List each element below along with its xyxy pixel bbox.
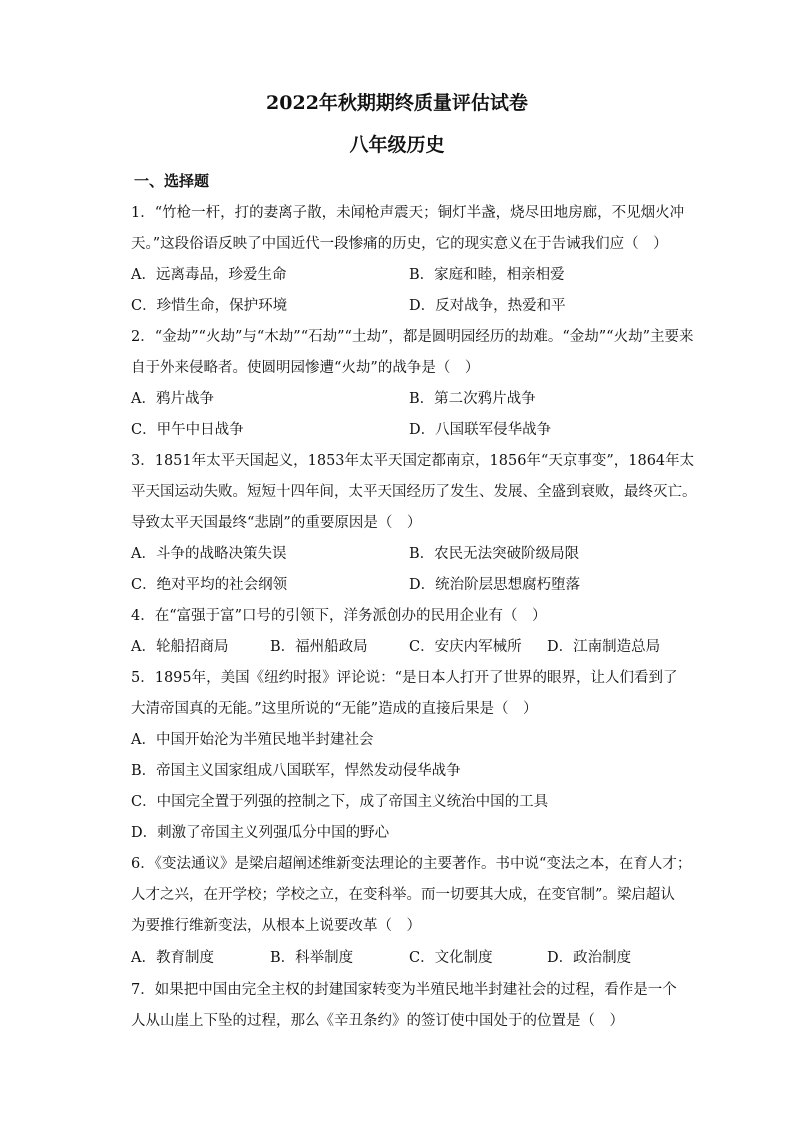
question-6-option-c: C．文化制度 [409, 950, 493, 966]
question-4-option-d: D．江南制造总局 [547, 639, 661, 655]
question-6-line-3: 为要推行维新变法，从根本上说要改革（ ） [131, 918, 421, 934]
question-1-option-d: D．反对战争，热爱和平 [409, 298, 566, 314]
question-4-option-b: B．福州船政局 [270, 639, 368, 655]
section-heading: 一、选择题 [134, 172, 210, 190]
question-6-option-d: D．政治制度 [547, 950, 632, 966]
question-6-line-2: 人才之兴，在开学校；学校之立，在变科举。而一切要其大成，在变官制”。梁启超认 [131, 887, 675, 903]
question-5-option-a: A．中国开始沦为半殖民地半封建社会 [131, 732, 374, 748]
question-4-line-1: 4．在“富强于富”口号的引领下，洋务派创办的民用企业有（ ） [131, 608, 547, 624]
question-5-option-d: D．刺激了帝国主义列强瓜分中国的野心 [131, 825, 390, 841]
question-3-option-a: A．斗争的战略决策失误 [131, 546, 287, 562]
question-2-line-1: 2．“金劫”“火劫”与“木劫”“石劫”“土劫”，都是圆明园经历的劫难。“金劫”“火劫”主要来 [131, 329, 694, 345]
question-7-line-1: 7．如果把中国由完全主权的封建国家转变为半殖民地半封建社会的过程，看作是一个 [131, 982, 677, 998]
question-5-line-1: 5．1895年，美国《纽约时报》评论说：“是日本人打开了世界的眼界，让人们看到了 [131, 670, 678, 686]
question-1-option-c: C．珍惜生命，保护环境 [131, 298, 288, 314]
question-6-option-a: A．教育制度 [131, 950, 214, 966]
exam-title: 2022年秋期期终质量评估试卷 [266, 92, 528, 114]
question-7-line-2: 人从山崖上下坠的过程，那么《辛丑条约》的签订使中国处于的位置是（ ） [131, 1013, 624, 1029]
question-5-line-2: 大清帝国真的无能。”这里所说的“无能”造成的直接后果是（ ） [131, 701, 538, 717]
question-2-option-a: A．鸦片战争 [131, 391, 214, 407]
exam-subtitle: 八年级历史 [349, 134, 445, 156]
question-4-option-c: C．安庆内军械所 [409, 639, 522, 655]
question-2-option-b: B．第二次鸦片战争 [409, 391, 536, 407]
question-1-line-1: 1．“竹枪一杆，打的妻离子散，未闻枪声震天；铜灯半盏，烧尽田地房廊，不见烟火冲 [131, 205, 685, 221]
question-2-line-2: 自于外来侵略者。使圆明园惨遭“火劫”的战争是（ ） [131, 360, 480, 376]
question-3-line-1: 3．1851年太平天国起义，1853年太平天国定都南京，1856年“天京事变”，1864年太 [131, 453, 695, 469]
question-3-option-d: D．统治阶层思想腐朽堕落 [409, 577, 581, 593]
question-6-option-b: B．科举制度 [270, 950, 354, 966]
question-5-option-c: C．中国完全置于列强的控制之下，成了帝国主义统治中国的工具 [131, 794, 549, 810]
question-1-line-2: 天。”这段俗语反映了中国近代一段惨痛的历史，它的现实意义在于告诫我们应（ ） [131, 236, 668, 252]
question-1-option-b: B．家庭和睦，相亲相爱 [409, 267, 565, 283]
question-6-line-1: 6．《变法通议》是梁启超阐述维新变法理论的主要著作。书中说“变法之本，在育人才； [131, 856, 692, 872]
question-2-option-c: C．甲午中日战争 [131, 422, 244, 438]
question-3-option-b: B．农民无法突破阶级局限 [409, 546, 580, 562]
question-5-option-b: B．帝国主义国家组成八国联军，悍然发动侵华战争 [131, 763, 461, 779]
question-4-option-a: A．轮船招商局 [131, 639, 229, 655]
question-1-option-a: A．远离毒品，珍爱生命 [131, 267, 287, 283]
question-2-option-d: D．八国联军侵华战争 [409, 422, 552, 438]
question-3-line-2: 平天国运动失败。短短十四年间，太平天国经历了发生、发展、全盛到衰败，最终灭亡。 [131, 484, 697, 500]
question-3-line-3: 导致太平天国最终“悲剧”的重要原因是（ ） [131, 515, 422, 531]
question-3-option-c: C．绝对平均的社会纲领 [131, 577, 288, 593]
